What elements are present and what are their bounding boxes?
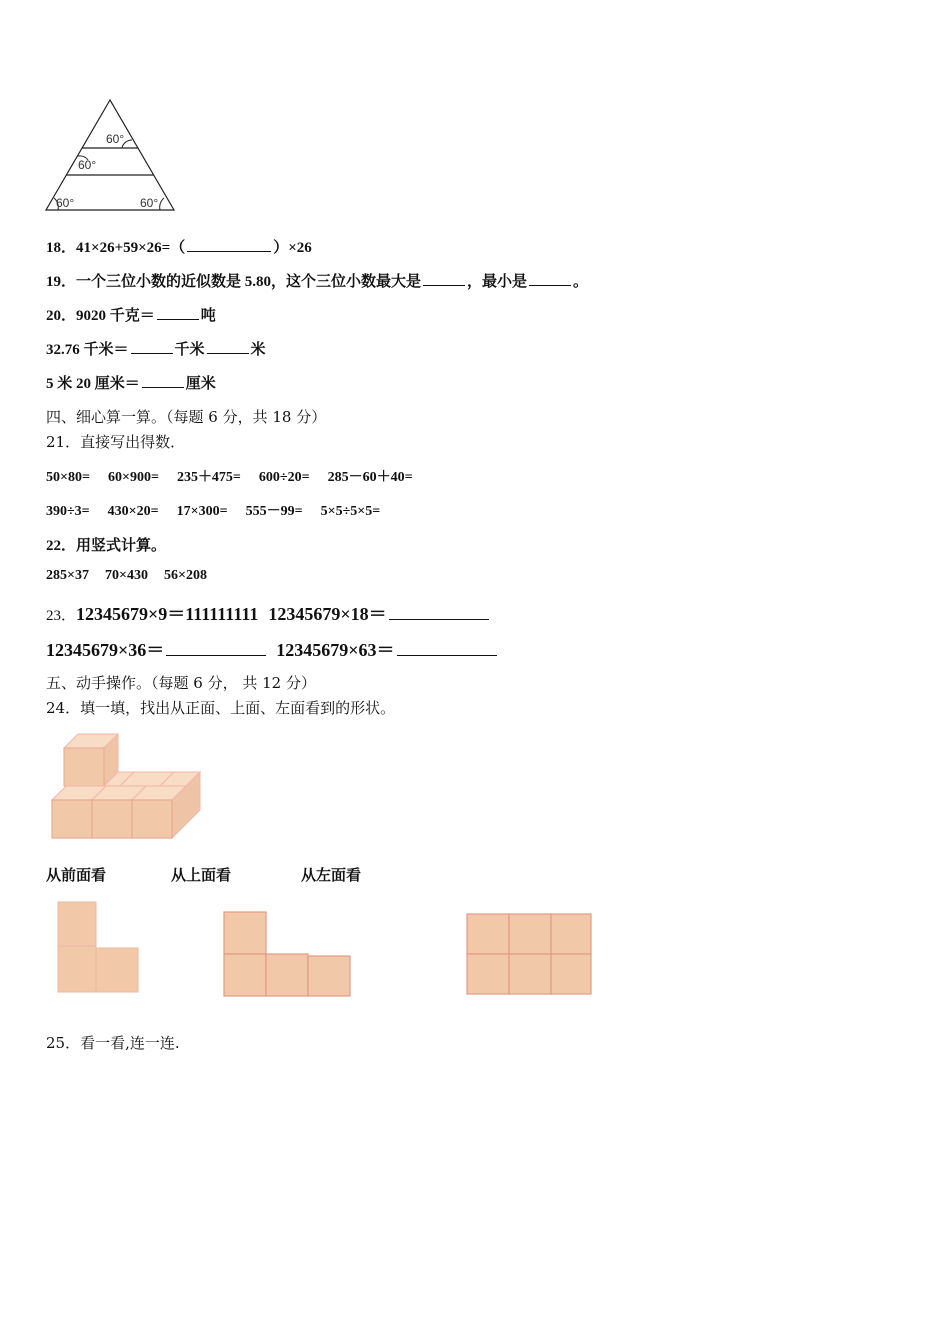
answer-blank[interactable] <box>166 654 266 656</box>
cube-stack-figure <box>46 730 206 842</box>
question-number: 19． <box>46 274 77 290</box>
question-text: 32.76 千米＝ <box>46 342 129 358</box>
answer-blank[interactable] <box>423 284 465 286</box>
triangle-figure <box>44 96 178 214</box>
question-23-line-2 <box>46 636 499 662</box>
question-text: 12345679×36＝ <box>46 640 165 660</box>
angle-label: 60° <box>106 132 125 146</box>
angle-label: 60° <box>56 196 75 210</box>
question-24 <box>46 697 395 718</box>
q21-row-1 <box>46 466 413 486</box>
calc-item: 50×80= <box>46 470 90 485</box>
question-20-line-3 <box>46 372 216 393</box>
calc-item: 60×900= <box>107 470 159 485</box>
question-20-line-2 <box>46 338 266 359</box>
question-text: 直接写出得数． <box>80 433 186 451</box>
question-number: 22． <box>46 538 77 554</box>
calc-item: 5×5÷5×5= <box>320 504 381 519</box>
question-number: 24． <box>46 699 81 717</box>
calc-item: 285×37 <box>46 568 89 583</box>
question-text: 看一看,连一连. <box>80 1034 180 1052</box>
answer-blank[interactable] <box>157 318 199 320</box>
answer-blank[interactable] <box>389 618 489 620</box>
calc-item: 430×20= <box>107 504 159 519</box>
question-number: 21． <box>46 433 81 451</box>
question-text: 。 <box>573 274 589 290</box>
calc-item: 56×208 <box>163 568 207 583</box>
question-text: 41×26+59×26=（ <box>76 240 186 256</box>
question-text: ，最小是 <box>467 274 528 290</box>
answer-blank[interactable] <box>529 284 571 286</box>
question-text: ）×26 <box>273 240 312 256</box>
question-text: 用竖式计算。 <box>76 538 167 554</box>
angle-label: 60° <box>78 158 97 172</box>
q22-items <box>46 568 207 584</box>
question-text: 千米 <box>174 342 205 358</box>
calc-item: 70×430 <box>104 568 148 583</box>
calc-item: 17×300= <box>176 504 228 519</box>
calc-item: 555－99= <box>245 504 303 519</box>
answer-blank[interactable] <box>397 654 497 656</box>
question-number: 18． <box>46 240 77 256</box>
question-text: 米 <box>250 342 266 358</box>
question-text: 5 米 20 厘米＝ <box>46 376 140 392</box>
view-label-left: 从左面看 <box>301 866 362 884</box>
calc-item: 600÷20= <box>258 470 310 485</box>
front-view-shape <box>56 900 144 996</box>
calc-item: 285－60＋40= <box>327 470 413 485</box>
question-text: 吨 <box>200 308 216 324</box>
calc-item: 390÷3= <box>46 504 90 519</box>
question-18 <box>46 236 312 257</box>
section-5-title: 五、动手操作。（每题 6 分， 共 12 分） <box>46 674 316 692</box>
question-number: 20． <box>46 308 77 324</box>
view-label-front: 从前面看 <box>46 866 107 884</box>
top-view-shape <box>222 910 354 1000</box>
question-text: 一个三位小数的近似数是 5.80，这个三位小数最大是 <box>76 274 422 290</box>
answer-blank[interactable] <box>187 250 271 252</box>
question-text: 厘米 <box>185 376 216 392</box>
question-text: 12345679×9＝111111111 <box>76 604 259 624</box>
left-view-shape <box>465 912 597 1000</box>
question-19 <box>46 270 588 291</box>
question-23 <box>46 600 491 626</box>
answer-blank[interactable] <box>207 352 249 354</box>
question-text: 填一填，找出从正面、上面、左面看到的形状。 <box>80 699 396 717</box>
question-20 <box>46 304 216 325</box>
answer-blank[interactable] <box>131 352 173 354</box>
question-25 <box>46 1032 180 1053</box>
angle-label: 60° <box>140 196 159 210</box>
section-4-title: 四、细心算一算。（每题 6 分，共 18 分） <box>46 408 327 426</box>
question-number: 23． <box>46 608 77 624</box>
question-22 <box>46 534 166 555</box>
view-label-top: 从上面看 <box>171 866 232 884</box>
question-text: 9020 千克＝ <box>76 308 155 324</box>
calc-item: 235＋475= <box>176 470 241 485</box>
question-text: 12345679×18＝ <box>268 604 387 624</box>
q21-row-2 <box>46 500 380 520</box>
answer-blank[interactable] <box>142 386 184 388</box>
question-21 <box>46 431 185 452</box>
question-number: 25． <box>46 1034 81 1052</box>
question-text: 12345679×63＝ <box>276 640 395 660</box>
